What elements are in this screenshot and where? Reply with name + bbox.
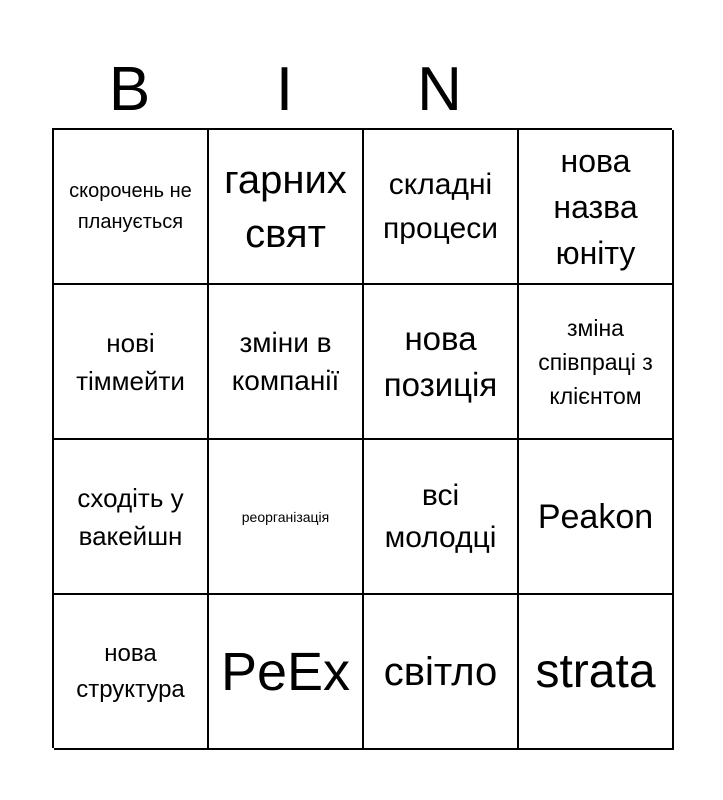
- cell-text: світло: [383, 649, 498, 694]
- bingo-cell[interactable]: [209, 285, 364, 440]
- cell-text: зміна співпраці з клієнтом: [538, 314, 653, 409]
- bingo-cell[interactable]: [54, 595, 209, 750]
- cell-text: реорганізація: [241, 508, 330, 525]
- bingo-cell[interactable]: [54, 440, 209, 595]
- cell-text: зміни в компанії: [231, 326, 340, 396]
- bingo-cell[interactable]: [54, 285, 209, 440]
- bingo-cell[interactable]: [364, 595, 519, 750]
- bingo-cell[interactable]: [364, 285, 519, 440]
- cell-text: нова позиція: [383, 319, 498, 403]
- header-letter-b: B: [108, 55, 151, 124]
- bingo-cell[interactable]: [209, 440, 364, 595]
- cell-text: нова назва юніту: [553, 142, 638, 271]
- cell-text: нові тіммейти: [76, 327, 185, 396]
- cell-text: нова структура: [76, 639, 185, 703]
- cell-text: скорочень не планується: [69, 179, 192, 233]
- bingo-cell[interactable]: [519, 440, 674, 595]
- bingo-cell[interactable]: [519, 285, 674, 440]
- bingo-header: [52, 52, 672, 128]
- bingo-cell[interactable]: [364, 130, 519, 285]
- bingo-cell[interactable]: [519, 595, 674, 750]
- cell-text: гарних свят: [224, 157, 347, 256]
- bingo-cell[interactable]: [519, 130, 674, 285]
- bingo-grid: [52, 128, 672, 748]
- cell-text: PeEx: [220, 641, 351, 702]
- bingo-cell[interactable]: [209, 130, 364, 285]
- bingo-cell[interactable]: [364, 440, 519, 595]
- header-letter-i: I: [275, 55, 294, 124]
- bingo-cell[interactable]: [54, 130, 209, 285]
- cell-text: Peakon: [537, 497, 654, 536]
- bingo-cell[interactable]: [209, 595, 364, 750]
- header-letter-n: N: [417, 55, 462, 124]
- cell-text: сходіть у вакейшн: [77, 482, 184, 551]
- cell-text: всі молодці: [384, 478, 497, 554]
- cell-text: strata: [535, 644, 656, 698]
- cell-text: складні процеси: [383, 167, 498, 245]
